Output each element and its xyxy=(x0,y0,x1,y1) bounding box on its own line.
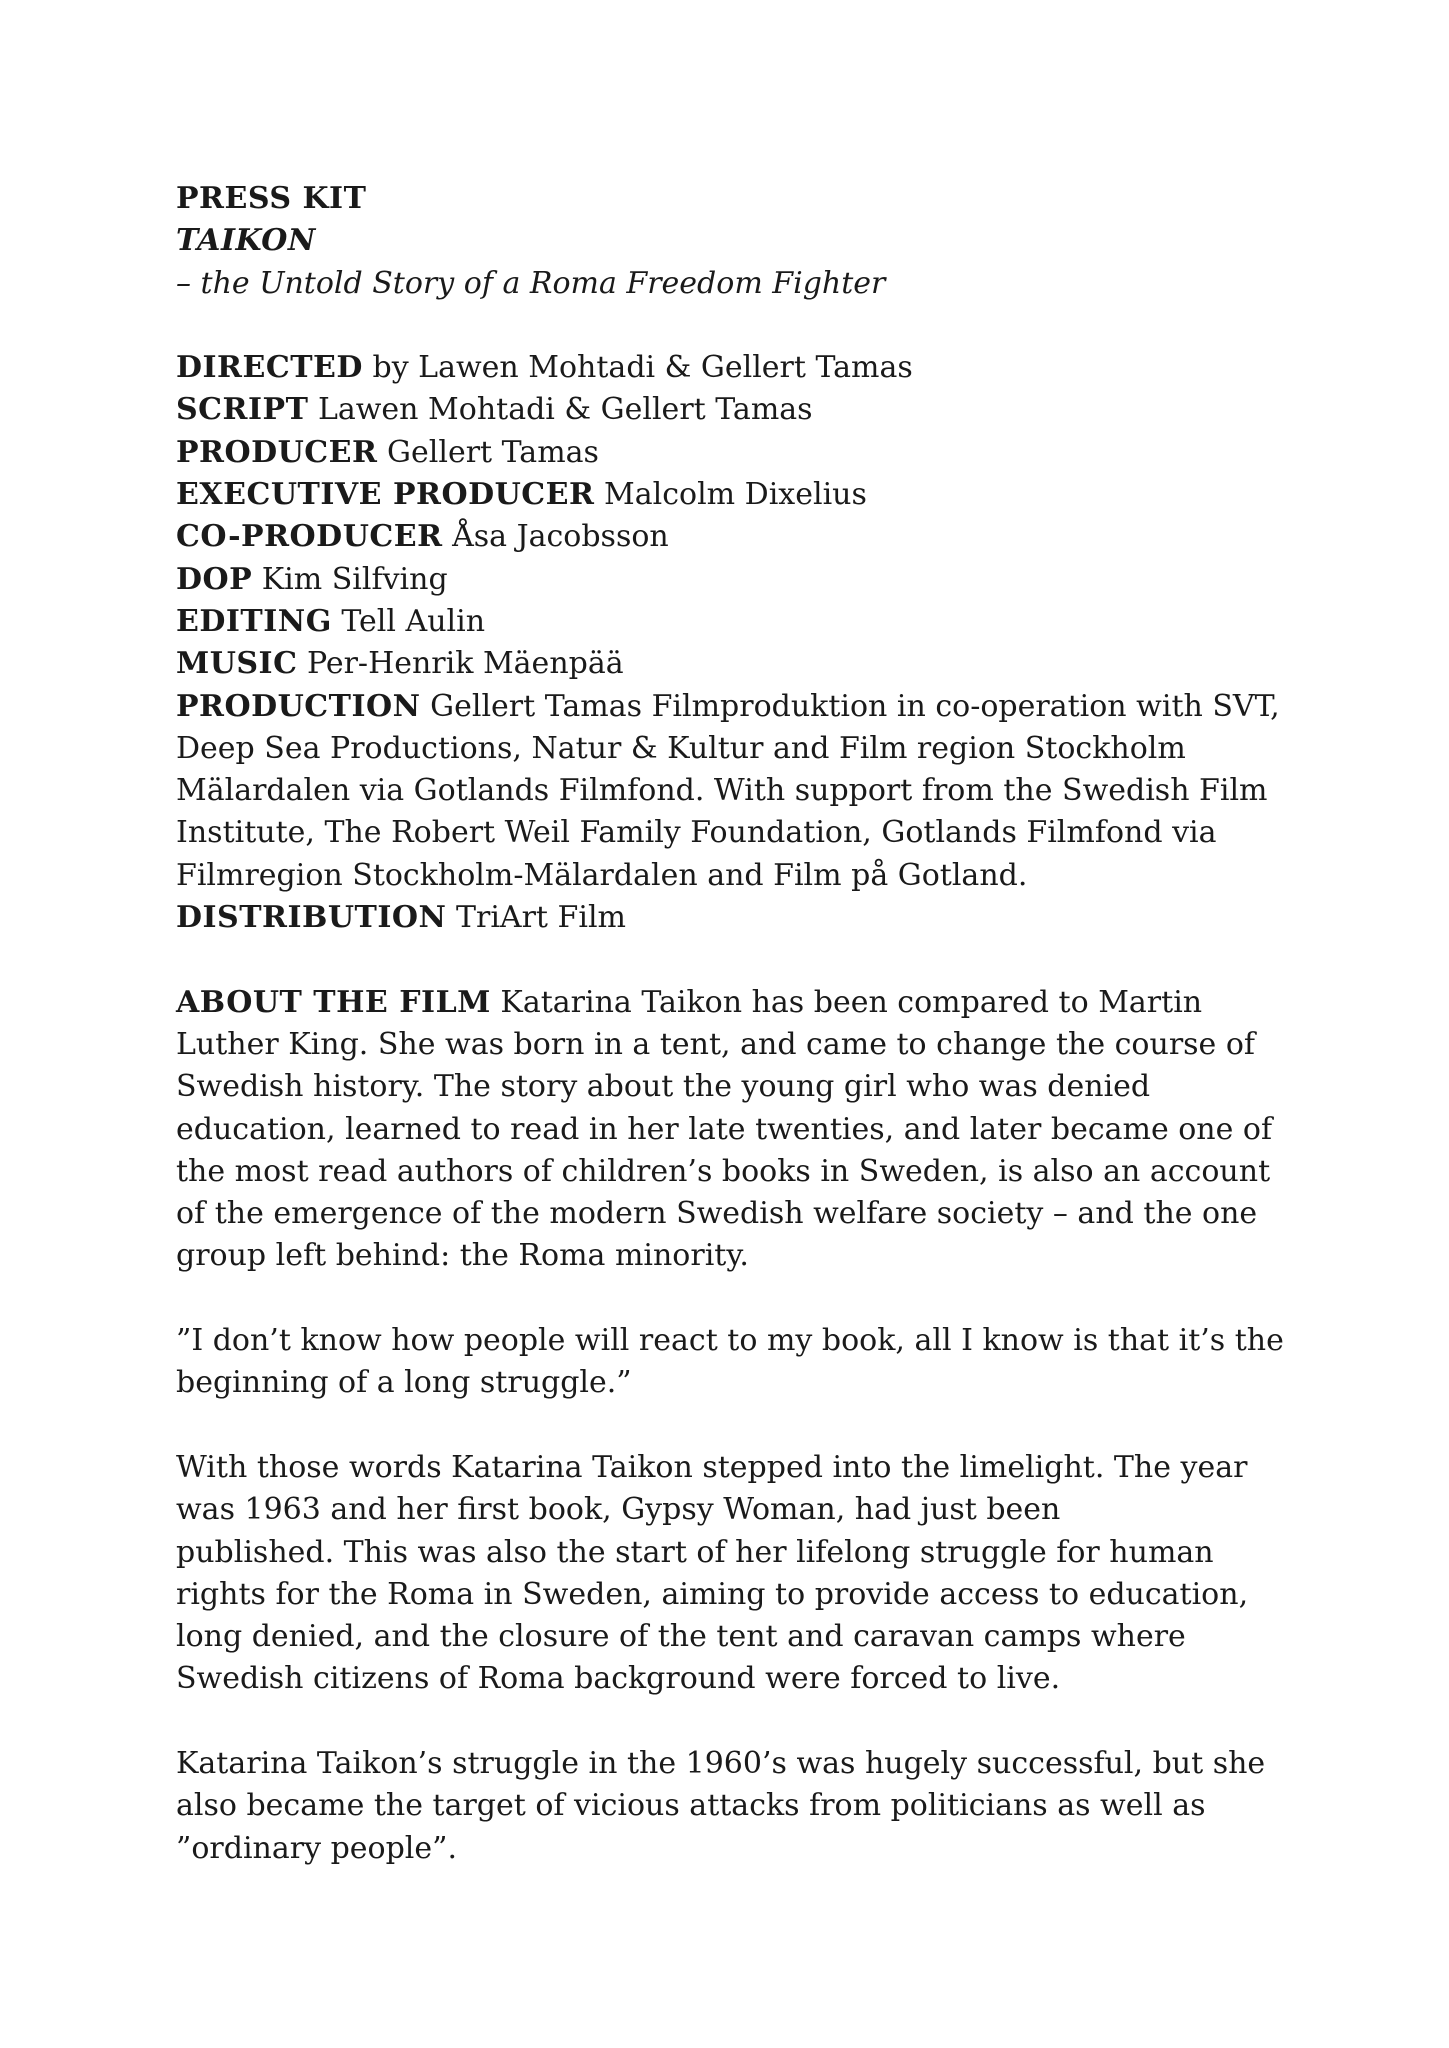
quote-paragraph xyxy=(176,1320,1316,1405)
film-subtitle: – the Untold Story of a Roma Freedom Fighter xyxy=(176,265,886,301)
paragraph-line: ”ordinary people”. xyxy=(176,1830,458,1866)
credit-label: MUSIC xyxy=(176,646,298,682)
spacer xyxy=(176,1701,1316,1743)
about-line: Swedish history. The story about the young girl who was denied xyxy=(176,1069,1151,1105)
credit-co-producer xyxy=(176,516,1316,558)
about-text: Katarina Taikon has been compared to Martin xyxy=(500,984,1203,1020)
spacer xyxy=(176,1405,1316,1447)
paragraph-line: Swedish citizens of Roma background were forced to live. xyxy=(176,1661,1061,1697)
press-kit-label: PRESS KIT xyxy=(176,181,367,216)
credit-value: Åsa Jacobsson xyxy=(452,519,669,555)
credit-value: Per-Henrik Mäenpää xyxy=(307,646,624,682)
production-text: Gellert Tamas Filmproduktion in co-operation with SVT, xyxy=(430,688,1280,724)
credit-value: by Lawen Mohtadi & Gellert Tamas xyxy=(372,350,913,386)
struggle-paragraph xyxy=(176,1743,1316,1870)
credit-executive-producer xyxy=(176,474,1316,516)
spacer xyxy=(176,305,1316,347)
distribution-label: DISTRIBUTION xyxy=(176,900,447,936)
paragraph-line: was 1963 and her first book, Gypsy Woman, had just been xyxy=(176,1492,1061,1528)
about-line: the most read authors of children’s books in Sweden, is also an account xyxy=(176,1153,1271,1189)
credit-label: EDITING xyxy=(176,603,332,639)
production-line: Mälardalen via Gotlands Filmfond. With support from the Swedish Film xyxy=(176,773,1268,809)
credit-music xyxy=(176,643,1316,685)
about-line: of the emergence of the modern Swedish welfare society – and the one xyxy=(176,1196,1258,1232)
about-line: Luther King. She was born in a tent, and came to change the course of xyxy=(176,1026,1256,1062)
paragraph-line: long denied, and the closure of the tent and caravan camps where xyxy=(176,1619,1186,1655)
about-label: ABOUT THE FILM xyxy=(176,984,491,1020)
credit-value: Tell Aulin xyxy=(341,603,486,639)
credit-dop xyxy=(176,559,1316,601)
about-line: education, learned to read in her late twenties, and later became one of xyxy=(176,1111,1273,1147)
production-line: Filmregion Stockholm-Mälardalen and Film på Gotland. xyxy=(176,857,1028,893)
paragraph-line: published. This was also the start of her lifelong struggle for human xyxy=(176,1534,1214,1570)
distribution-value: TriArt Film xyxy=(455,900,626,936)
about-section xyxy=(176,982,1316,1278)
credit-editing xyxy=(176,601,1316,643)
paragraph-line: rights for the Roma in Sweden, aiming to provide access to education, xyxy=(176,1576,1249,1612)
credit-label: CO-PRODUCER xyxy=(176,519,443,555)
production-line: Deep Sea Productions, Natur & Kultur and Film region Stockholm xyxy=(176,730,1186,766)
credits-list xyxy=(176,347,1316,685)
credit-directed xyxy=(176,347,1316,389)
credit-value: Lawen Mohtadi & Gellert Tamas xyxy=(317,392,813,428)
credit-script xyxy=(176,389,1316,431)
distribution-line xyxy=(176,897,1316,939)
about-line: group left behind: the Roma minority. xyxy=(176,1238,749,1274)
production-line xyxy=(176,686,1316,728)
press-kit-page xyxy=(176,178,1316,1870)
credit-producer xyxy=(176,432,1316,474)
paragraph-line: also became the target of vicious attacks from politicians as well as xyxy=(176,1788,1206,1824)
credit-value: Gellert Tamas xyxy=(387,434,599,470)
production-block xyxy=(176,686,1316,897)
spacer xyxy=(176,939,1316,981)
production-label: PRODUCTION xyxy=(176,688,421,724)
credit-label: DOP xyxy=(176,561,253,597)
film-title: TAIKON xyxy=(176,223,316,259)
credit-value: Malcolm Dixelius xyxy=(604,477,867,513)
limelight-paragraph xyxy=(176,1447,1316,1701)
quote-line: ”I don’t know how people will react to my book, all I know is that it’s the xyxy=(176,1323,1284,1359)
about-line xyxy=(176,982,1316,1024)
production-line: Institute, The Robert Weil Family Foundation, Gotlands Filmfond via xyxy=(176,815,1217,851)
credit-label: SCRIPT xyxy=(176,392,309,428)
spacer xyxy=(176,1278,1316,1320)
paragraph-line: With those words Katarina Taikon stepped into the limelight. The year xyxy=(176,1449,1248,1485)
credit-label: PRODUCER xyxy=(176,434,378,470)
quote-line: beginning of a long struggle.” xyxy=(176,1365,632,1401)
credit-value: Kim Silfving xyxy=(261,561,448,597)
credit-label: EXECUTIVE PRODUCER xyxy=(176,477,595,513)
paragraph-line: Katarina Taikon’s struggle in the 1960’s was hugely successful, but she xyxy=(176,1745,1266,1781)
credit-label: DIRECTED xyxy=(176,350,363,386)
